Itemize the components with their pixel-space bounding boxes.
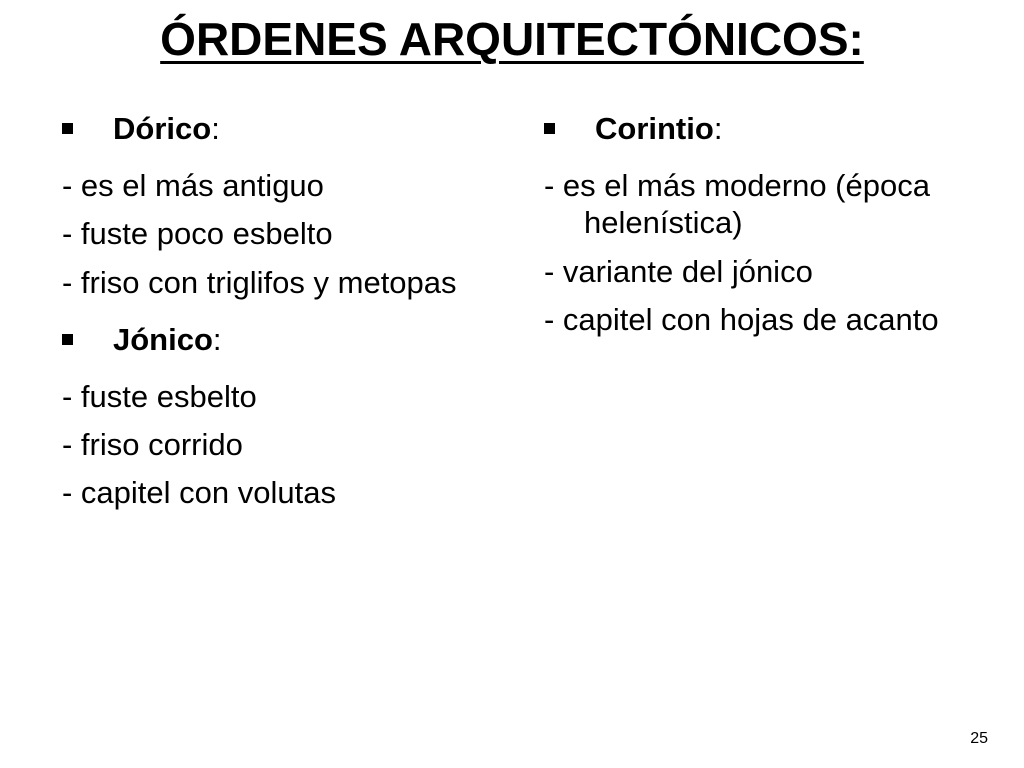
list-item: - es el más moderno (época helenística) bbox=[544, 168, 930, 241]
right-column bbox=[544, 110, 984, 358]
item-list-ionic bbox=[62, 378, 502, 512]
list-item: - variante del jónico bbox=[544, 253, 813, 289]
list-item: - capitel con volutas bbox=[62, 475, 336, 511]
section-colon: : bbox=[211, 111, 220, 146]
page-number: 25 bbox=[970, 730, 988, 747]
square-bullet-icon bbox=[62, 123, 73, 134]
section-colon: : bbox=[713, 111, 723, 146]
item-list-corinthian bbox=[544, 167, 984, 338]
list-item: - friso corrido bbox=[62, 427, 243, 463]
section-title-ionic bbox=[113, 321, 222, 358]
section-name-ionic: Jónico bbox=[113, 321, 213, 357]
section-ionic bbox=[62, 321, 502, 512]
list-item: - friso con triglifos y metopas bbox=[62, 264, 457, 300]
slide-title bbox=[0, 12, 1024, 67]
section-corinthian bbox=[544, 110, 984, 338]
section-title-corinthian bbox=[595, 110, 722, 147]
left-column bbox=[62, 110, 502, 532]
section-header-doric bbox=[62, 110, 502, 147]
list-item: - capitel con hojas de acanto bbox=[544, 301, 939, 337]
section-name-doric: Dórico bbox=[113, 111, 212, 146]
section-header-ionic bbox=[62, 321, 502, 358]
square-bullet-icon bbox=[544, 123, 555, 134]
list-item: - es el más antiguo bbox=[62, 168, 324, 204]
slide-title-text: ÓRDENES ARQUITECTÓNICOS: bbox=[160, 13, 864, 65]
section-title-doric bbox=[113, 110, 220, 147]
list-item: - fuste poco esbelto bbox=[62, 216, 333, 252]
section-doric bbox=[62, 110, 502, 301]
section-header-corinthian bbox=[544, 110, 984, 147]
section-name-corinthian: Corintio bbox=[595, 111, 714, 146]
square-bullet-icon bbox=[62, 334, 73, 345]
item-list-doric bbox=[62, 167, 502, 301]
section-colon: : bbox=[212, 321, 222, 357]
list-item: - fuste esbelto bbox=[62, 378, 257, 414]
